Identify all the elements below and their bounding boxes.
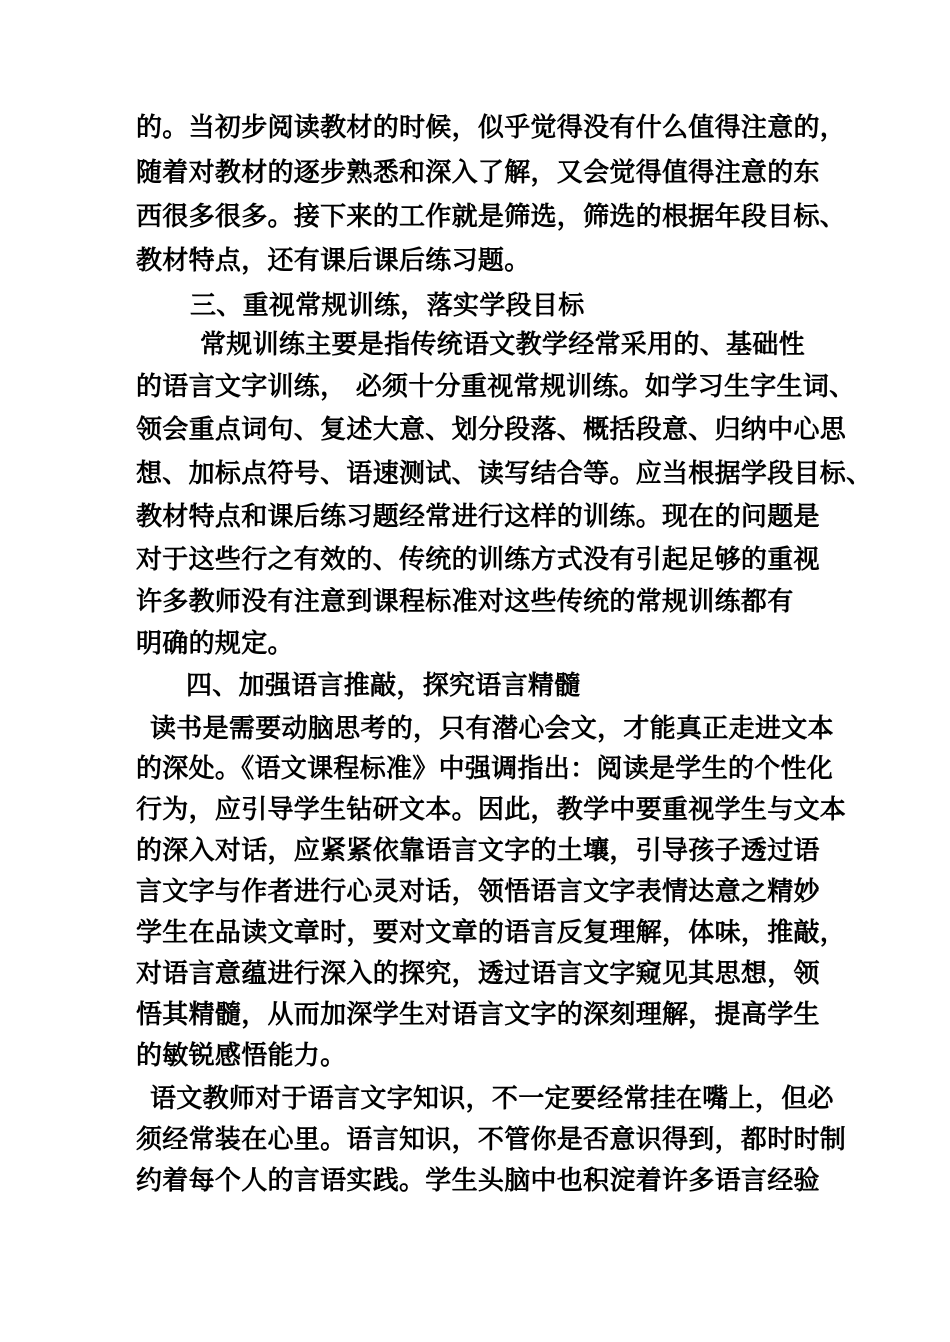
section-heading-3: 三、重视常规训练，落实学段目标 [190,291,585,321]
text-line-17: 行为，应引导学生钻研文本。因此，教学中要重视学生与文本 [136,795,847,825]
text-line-18: 的深入对话，应紧紧依靠语言文字的土壤，引导孩子透过语 [136,836,820,866]
text-line-25: 须经常装在心里。语言知识，不管你是否意识得到，都时时制 [136,1125,847,1155]
text-line-21: 对语言意蕴进行深入的探究，透过语言文字窥见其思想，领 [136,959,820,989]
text-line-2: 随着对教材的逐步熟悉和深入了解，又会觉得值得注意的东 [136,158,820,188]
text-line-15: 读书是需要动脑思考的，只有潜心会文，才能真正走进文本 [150,714,834,744]
text-line-22: 悟其精髓，从而加深学生对语言文字的深刻理解，提高学生 [136,1000,820,1030]
text-line-1: 的。当初步阅读教材的时候，似乎觉得没有什么值得注意的， [136,113,847,143]
text-line-8: 领会重点词句、复述大意、划分段落、概括段意、归纳中心思 [136,415,847,445]
text-line-10: 教材特点和课后练习题经常进行这样的训练。现在的问题是 [136,502,820,532]
text-line-26: 约着每个人的言语实践。学生头脑中也积淀着许多语言经验 [136,1166,820,1196]
text-line-12: 许多教师没有注意到课程标准对这些传统的常规训练都有 [136,587,794,617]
text-line-11: 对于这些行之有效的、传统的训练方式没有引起足够的重视 [136,545,820,575]
text-line-23: 的敏锐感悟能力。 [136,1041,347,1071]
text-line-7: 的语言文字训练， 必须十分重视常规训练。如学习生字生词、 [136,372,856,402]
text-line-20: 学生在品读文章时，要对文章的语言反复理解，体味，推敲， [136,918,847,948]
text-line-9: 想、加标点符号、语速测试、读写结合等。应当根据学段目标、 [136,459,873,489]
text-line-3: 西很多很多。接下来的工作就是筛选，筛选的根据年段目标、 [136,202,847,232]
text-line-6: 常规训练主要是指传统语文教学经常采用的、基础性 [200,330,805,360]
section-heading-4: 四、加强语言推敲，探究语言精髓 [186,671,581,701]
text-line-4: 教材特点，还有课后课后练习题。 [136,246,531,276]
text-line-19: 言文字与作者进行心灵对话，领悟语言文字表情达意之精妙 [136,877,820,907]
text-line-13: 明确的规定。 [136,629,294,659]
text-line-24: 语文教师对于语言文字知识，不一定要经常挂在嘴上，但必 [150,1084,834,1114]
text-line-16: 的深处。《语文课程标准》中强调指出：阅读是学生的个性化 [136,754,834,784]
